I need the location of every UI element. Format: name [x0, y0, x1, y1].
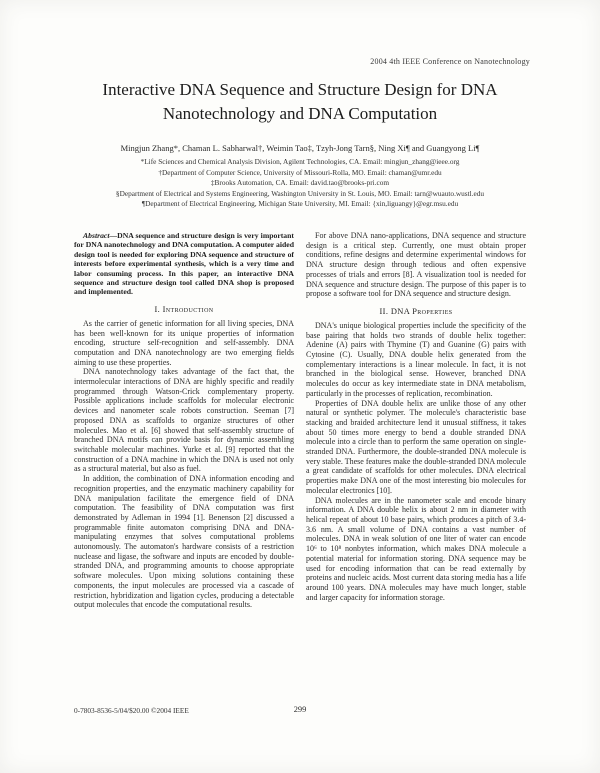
dna-properties-paragraph-3: DNA molecules are in the nanometer scale and encode binary information. A DNA double helix is about 2 nm in diameter with helical repeat of about 10 base pairs, which produces a pitch of 3.4-3.6 nm. A small volume of DNA contains a vast number of molecules. DNA in weak solution of one liter of water can encode 10⁶ to 10⁸ nonbytes information, which makes DNA molecule a potential material for information storing. DNA sequence may be used for encoding information that can be read externally by proteins and nucleic acids. Most current data storing media has a life around 100 years. DNA molecules may have much longer, stable and larger capacity for information storage.	[306, 495, 526, 602]
introduction-paragraph-2: DNA nanotechnology takes advantage of the fact that, the intermolecular interactions of DNA are highly specific and readily programmed through Watson-Crick complementary property. Possible applications include scaffolds for molecular electronic devices and nanometer scale robots construction. Seeman [7] proposed DNA as scaffolds to organize structures of other molecules. Mao et al. [6] showed that self-assembly structure of branched DNA motifs can provide basis for dynamic assembling switchable molecular machines. Yurke et al. [9] reported that the construction of a DNA machine in which the DNA is used not only as a structural material, but also as fuel.	[74, 367, 294, 474]
abstract-label: Abstract—	[83, 231, 118, 240]
affiliation-line-michigan-state: ¶Department of Electrical Engineering, Michigan State University, MI. Email: {xin,liguangy}@egr.msu.edu	[141, 199, 459, 209]
page-number: 299	[293, 705, 307, 714]
conference-header: 2004 4th IEEE Conference on Nanotechnology	[370, 57, 530, 66]
introduction-paragraph-3: In addition, the combination of DNA information encoding and recognition properties, and the enzymatic machinery capability for DNA manipulation facilitate the emergence field of DNA computation. The feasibility of DNA computation was first demonstrated by Adleman in 1994 [1]. Benenson [2] discussed a programmable finite automaton comprising DNA and DNA-manipulating enzymes that solves computational problems autonomously. The automaton's hardware consists of a restriction nuclease and ligase, the software and inputs are encoded by double-stranded DNA, and programming amounts to choose appropriate software molecules. Upon mixing solutions containing these components, the input molecules are processed via a cascade of restriction, hybridization and ligation cycles, producing a detectable output molecules that encode the computational results.	[74, 474, 294, 610]
introduction-paragraph-1: As the carrier of genetic information for all living species, DNA has been well-known for its unique properties of information encoding, structure self-recognition and self-assembly. DNA computation and DNA nanotechnology are two emerging fields aiming to use these properties.	[74, 318, 294, 367]
right-column	[306, 231, 526, 610]
paper-title: Interactive DNA Sequence and Structure Design for DNA Nanotechnology and DNA Computation	[102, 80, 498, 124]
section-heading-introduction: I. Introduction	[154, 304, 214, 314]
dna-properties-paragraph-2: Properties of DNA double helix are unlike those of any other natural or synthetic polymer. The molecule's characteristic base stacking and braided architecture lend it unusual stiffness, it takes about 50 times more energy to bend a double stranded DNA molecule into a circle than to perform the same operation on single-stranded DNA. Furthermore, the double-stranded DNA molecule is very stable. These features make the double-stranded DNA molecule a great candidate of scaffolds for other molecules. DNA electrical properties make DNA one of the most interesting bio molecules for molecular electronics [10].	[306, 398, 526, 495]
abstract-paragraph	[74, 231, 294, 297]
introduction-paragraph-4: For above DNA nano-applications, DNA sequence and structure design is a critical step. Currently, one must obtain proper conditions, refine designs and determine experimental windows for DNA structure design through tedious and often expensive processes of trials and errors [8]. A visualization tool is needed for DNA sequence and structure design. The purpose of this paper is to propose a software tool for DNA sequence and structure design.	[306, 231, 526, 299]
left-column	[74, 231, 294, 610]
copyright-notice: 0-7803-8536-5/04/$20.00 ©2004 IEEE	[74, 706, 189, 715]
author-line: Mingjun Zhang*, Chaman L. Sabharwal†, Weimin Tao‡, Tzyh-Jong Tarn§, Ning Xi¶ and Guangyong Li¶	[120, 143, 480, 153]
affiliation-line-brooks: ‡Brooks Automation, CA. Email: david.tao@brooks-pri.com	[210, 178, 390, 188]
affiliation-line-agilent: *Life Sciences and Chemical Analysis Division, Agilent Technologies, CA. Email: mingjun_zhang@ieee.org	[140, 157, 460, 166]
body-columns	[74, 231, 526, 610]
affiliation-line-missouri-rolla: †Department of Computer Science, University of Missouri-Rolla, MO. Email: chaman@umr.edu	[158, 167, 442, 177]
affiliations	[30, 157, 570, 210]
section-heading-dna-properties: II. DNA Properties	[379, 306, 453, 316]
affiliation-line-washington-university: §Department of Electrical and Systems Engineering, Washington University in St. Louis, MO. Email: tarn@wuauto.wustl.edu	[115, 188, 485, 198]
dna-properties-paragraph-1: DNA's unique biological properties include the specificity of the base pairing that holds two strands of double helix together: Adenine (A) pairs with Thymine (T) and Guanine (G) pairs with Cytosine (C). Usually, DNA double helix generated from the complementary interactions is a linear molecule. In fact, it is not branched in the biological sense. However, branched DNA molecules do occur as key intermediate state in DNA metabolism, particularly in the processes of replication, recombination.	[306, 320, 526, 398]
abstract-text: DNA sequence and structure design is very important for DNA nanotechnology and DNA computation. A computer aided design tool is needed for exploring DNA sequence and structure of interests before experimental synthesis, which is a very time and labor consuming process. In this paper, an interactive DNA sequence and structure design tool called DNA shop is proposed and implemented.	[74, 231, 294, 297]
